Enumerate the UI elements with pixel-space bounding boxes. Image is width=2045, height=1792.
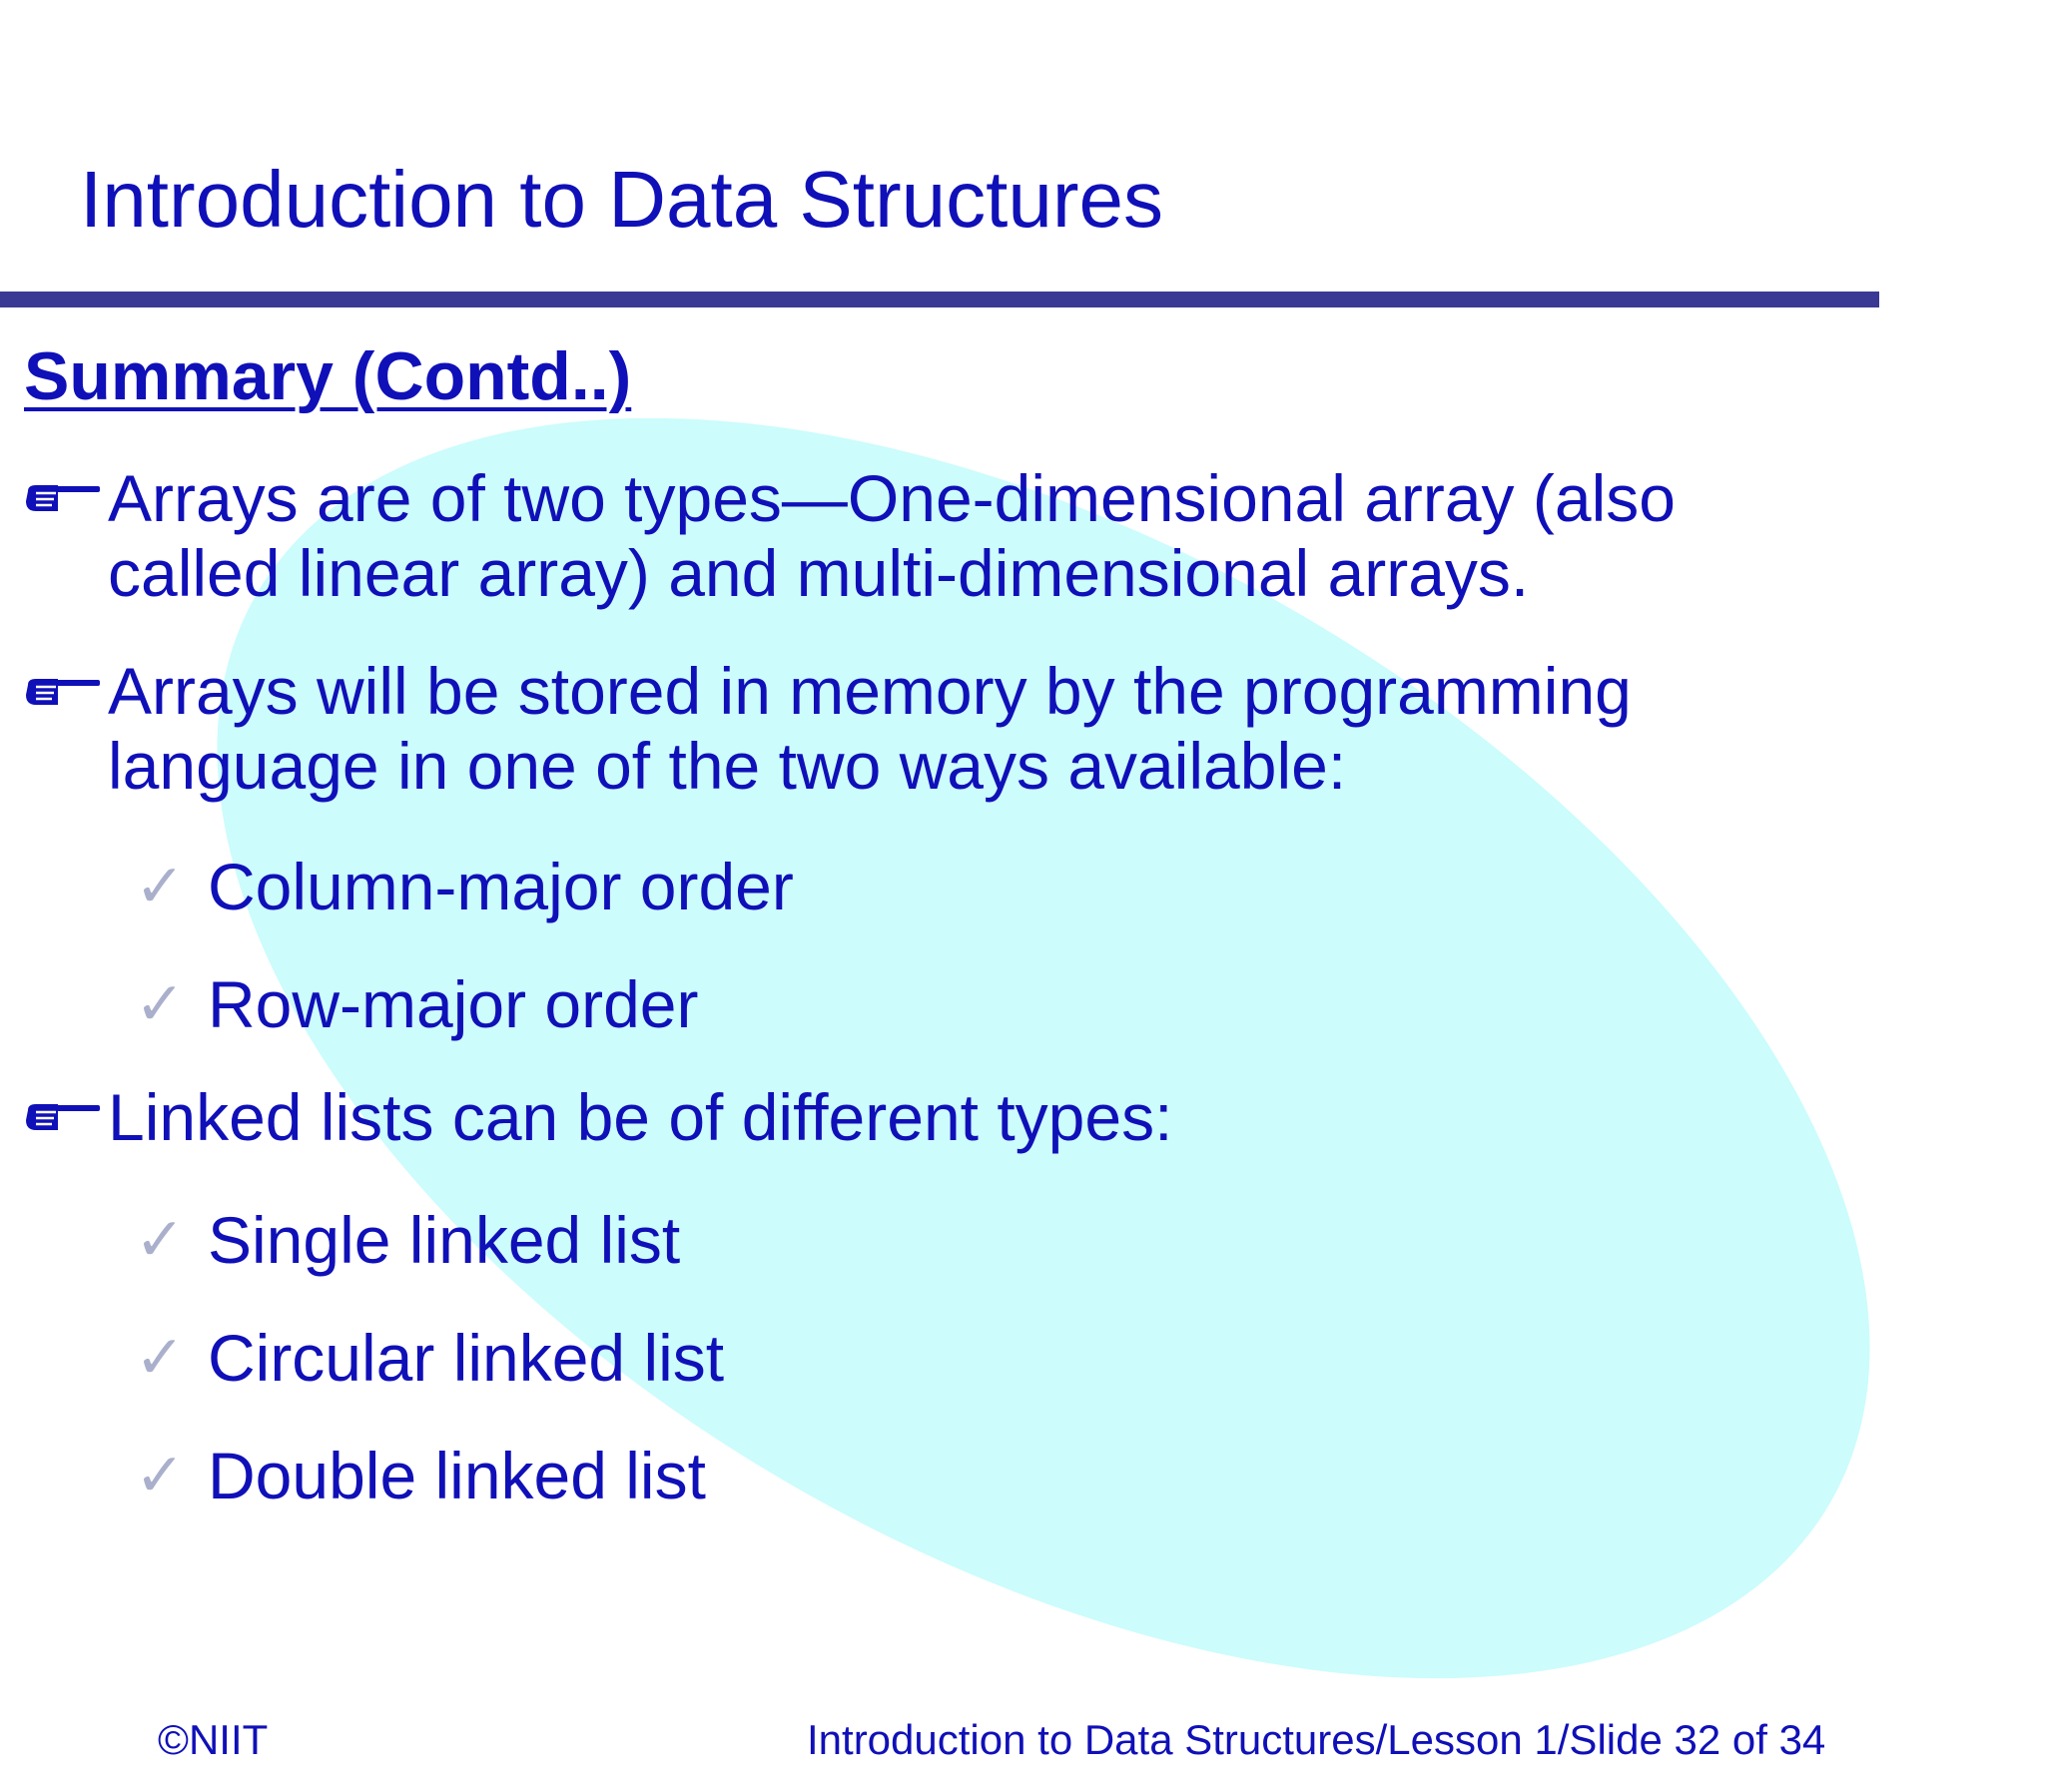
slide-title: Introduction to Data Structures [80, 155, 1163, 244]
checkmark-icon: ✓ [135, 1206, 186, 1273]
bullet-2-subitem-2: Row-major order [208, 967, 699, 1041]
bullet-3-subitem-1: Single linked list [208, 1203, 681, 1277]
pointing-hand-icon [22, 1096, 102, 1136]
checkmark-icon: ✓ [135, 1442, 186, 1508]
footer-slide-info: Introduction to Data Structures/Lesson 1/Slide 32 of 34 [807, 1716, 1826, 1763]
slide-subtitle: Summary (Contd..) [24, 338, 632, 414]
bullet-2-line-1: Arrays will be stored in memory by the programming [108, 654, 1632, 728]
bullet-3-line-1: Linked lists can be of different types: [108, 1080, 1173, 1154]
pointing-hand-icon [22, 671, 102, 711]
title-divider [0, 292, 1879, 307]
bullet-3-subitem-2: Circular linked list [208, 1321, 725, 1395]
checkmark-icon: ✓ [135, 1324, 186, 1391]
bullet-1-line-2: called linear array) and multi-dimensional arrays. [108, 536, 1530, 610]
bullet-1-line-1: Arrays are of two types—One-dimensional array (also [108, 461, 1676, 535]
bullet-2-line-2: language in one of the two ways available: [108, 729, 1347, 803]
footer-copyright: ©NIIT [158, 1716, 269, 1763]
checkmark-icon: ✓ [135, 853, 186, 919]
bullet-3-subitem-3: Double linked list [208, 1439, 706, 1512]
bullet-2-subitem-1: Column-major order [208, 850, 794, 923]
pointing-hand-icon [22, 477, 102, 517]
checkmark-icon: ✓ [135, 970, 186, 1037]
